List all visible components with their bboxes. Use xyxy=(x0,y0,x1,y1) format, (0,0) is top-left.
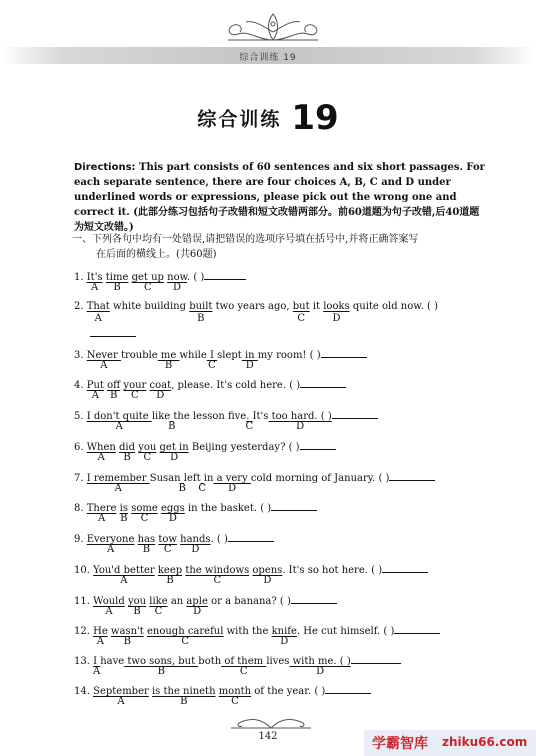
answer-blank[interactable] xyxy=(321,347,367,358)
sentence-text: Susan xyxy=(149,473,181,484)
instruction-line-2: 在后面的横线上。(共60题) xyxy=(96,249,217,260)
answer-blank[interactable] xyxy=(228,531,274,542)
underlined-choice: He xyxy=(93,626,108,637)
sentence-text: room! ( ) xyxy=(272,350,321,361)
question-sentence xyxy=(74,653,401,666)
underlined-choice: That xyxy=(86,301,110,312)
underlined-choice: It's xyxy=(86,272,103,283)
question-item xyxy=(74,300,438,324)
question-sentence xyxy=(74,593,337,606)
question-item xyxy=(74,593,337,617)
underlined-choice: your xyxy=(123,380,147,391)
choice-letter-label: B xyxy=(157,666,165,677)
choice-letter-label: A xyxy=(91,282,99,293)
choice-letter-label: D xyxy=(156,390,165,401)
sentence-text: . It's so hot here. ( ) xyxy=(282,565,383,576)
sentence-text: Beijing yesterday? ( ) xyxy=(188,442,300,453)
answer-blank[interactable] xyxy=(271,500,317,511)
choice-letter-label: A xyxy=(91,390,99,401)
sentence-text: while xyxy=(179,350,207,361)
sentence-text: , please. It's cold here. ( ) xyxy=(171,380,301,391)
underlined-choice: Everyone xyxy=(86,534,135,545)
question-sentence xyxy=(74,470,435,483)
answer-blank[interactable] xyxy=(90,326,136,337)
underlined-choice: get up xyxy=(131,272,164,283)
underlined-choice: the windows xyxy=(185,565,250,576)
underlined-choice: I xyxy=(93,656,101,667)
underlined-choice: wasn't xyxy=(110,626,144,637)
choice-letter-label: C xyxy=(213,575,222,586)
sentence-text: cold xyxy=(250,473,273,484)
directions-text: This part consists of 60 sentences and six short passages. For each separate sentence, there are four choices A, B, C and D under underlined words or expressions, please pick out the wrong one and correct it. (此部分练习包括句子改错和短文改错两部分。前60道题为句子改错,后40道题为短文改错。) xyxy=(74,162,485,233)
question-number: 1. xyxy=(74,272,87,283)
choice-letter-label: A xyxy=(115,421,123,432)
question-number: 14. xyxy=(74,686,94,697)
choice-letter-label: D xyxy=(228,483,237,494)
question-sentence xyxy=(74,531,274,544)
choice-letter-label: C xyxy=(231,696,239,707)
choice-letter-label: C xyxy=(181,636,190,647)
choice-letter-label: D xyxy=(296,421,305,432)
question-item xyxy=(74,377,346,401)
choice-letter-label: A xyxy=(97,452,105,463)
underlined-choice: You'd better xyxy=(93,565,155,576)
watermark-url: zhiku66.com xyxy=(442,735,528,749)
sentence-text: slept xyxy=(217,350,242,361)
question-sentence xyxy=(74,500,317,513)
underlined-choice: keep xyxy=(157,565,183,576)
sentence-text: have xyxy=(100,656,125,667)
choice-letter-label: A xyxy=(114,483,122,494)
sentence-text: quite old now. ( ) xyxy=(349,301,438,312)
answer-blank[interactable] xyxy=(332,408,378,419)
answer-blank[interactable] xyxy=(351,653,401,664)
choice-letter-label: D xyxy=(168,513,177,524)
question-number: 9. xyxy=(74,534,87,545)
question-number: 8. xyxy=(74,503,87,514)
underlined-choice: time xyxy=(105,272,129,283)
question-item xyxy=(74,439,336,463)
question-sentence xyxy=(74,347,367,360)
sentence-text: my xyxy=(257,350,273,361)
choice-letter-label: C xyxy=(143,282,152,293)
underlined-choice: I don't quite xyxy=(86,411,152,422)
underlined-choice: but xyxy=(292,301,310,312)
choice-letter-label: B xyxy=(133,606,141,617)
choice-letter-label: B xyxy=(120,513,128,524)
sentence-text: it xyxy=(309,301,324,312)
question-number: 11. xyxy=(74,596,94,607)
choice-letter-label: D xyxy=(332,313,341,324)
underlined-choice: get in xyxy=(159,442,189,453)
sentence-text: the lesson five xyxy=(173,411,247,422)
underlined-choice: Would xyxy=(93,596,125,607)
underlined-choice: in xyxy=(241,350,258,361)
sentence-text: . He cut himself. ( ) xyxy=(296,626,395,637)
question-number: 4. xyxy=(74,380,87,391)
question-sentence xyxy=(74,439,336,452)
underlined-choice: I xyxy=(206,350,218,361)
question-item xyxy=(74,269,246,293)
question-item xyxy=(74,500,317,524)
choice-letter-label: D xyxy=(173,282,182,293)
sentence-text: lives xyxy=(266,656,290,667)
choice-letter-label: C xyxy=(245,421,254,432)
answer-blank[interactable] xyxy=(300,439,336,450)
underlined-choice: now xyxy=(167,272,187,283)
underlined-choice: is xyxy=(119,503,128,514)
question-number: 12. xyxy=(74,626,94,637)
answer-blank[interactable] xyxy=(394,623,440,634)
underlined-choice: hands xyxy=(180,534,211,545)
sentence-text: of the year. ( ) xyxy=(251,686,326,697)
sentence-text: left xyxy=(183,473,201,484)
choice-letter-label: C xyxy=(198,483,207,494)
question-item xyxy=(74,653,401,677)
choice-letter-label: B xyxy=(168,421,176,432)
sentence-text: both xyxy=(198,656,222,667)
question-sentence xyxy=(74,269,246,282)
underlined-choice: too hard. ( ) xyxy=(268,411,332,422)
underlined-choice: like xyxy=(149,596,168,607)
choice-letter-label: A xyxy=(93,666,101,677)
underlined-choice: you xyxy=(127,596,147,607)
underlined-choice: two sons, but xyxy=(124,656,199,667)
underlined-choice: Put xyxy=(86,380,104,391)
choice-letter-label: A xyxy=(117,696,125,707)
question-number: 10. xyxy=(74,565,94,576)
question-sentence xyxy=(74,408,378,421)
choice-letter-label: B xyxy=(142,544,151,555)
page-title xyxy=(0,98,536,138)
underlined-choice: . xyxy=(246,411,253,422)
sentence-text: in xyxy=(203,473,214,484)
underlined-choice: of them xyxy=(221,656,267,667)
question-item xyxy=(74,562,428,586)
sentence-text: trouble xyxy=(120,350,158,361)
choice-letter-label: B xyxy=(197,313,205,324)
sentence-text: two years ago, xyxy=(212,301,293,312)
question-number: 13. xyxy=(74,656,94,667)
answer-blank[interactable] xyxy=(291,593,337,604)
choice-letter-label: D xyxy=(280,636,289,647)
choice-letter-label: C xyxy=(143,452,152,463)
choice-letter-label: A xyxy=(120,575,128,586)
underlined-choice: a very xyxy=(213,473,251,484)
question-number: 3. xyxy=(74,350,87,361)
choice-letter-label: D xyxy=(191,544,200,555)
sentence-text: an xyxy=(167,596,187,607)
instruction-line-1: 一、下列各句中均有一处错误,请把错误的选项序号填在括号中,并将正确答案写 xyxy=(72,234,419,245)
underlined-choice: tow xyxy=(158,534,177,545)
sentence-text: . ( ) xyxy=(186,272,205,283)
question-sentence xyxy=(74,377,346,390)
choice-letter-label: A xyxy=(100,360,108,371)
question-item xyxy=(74,347,367,371)
choice-letter-label: C xyxy=(239,666,248,677)
question-sentence xyxy=(74,683,371,696)
choice-letter-label: D xyxy=(193,606,202,617)
section-instruction xyxy=(72,232,490,262)
underlined-choice: enough careful xyxy=(146,626,224,637)
choice-letter-label: A xyxy=(94,313,102,324)
question-sentence xyxy=(74,562,428,575)
underlined-choice: opens xyxy=(252,565,283,576)
choice-letter-label: B xyxy=(123,452,131,463)
underlined-choice: with me. ( ) xyxy=(289,656,351,667)
underlined-choice: I remember xyxy=(86,473,150,484)
choice-letter-label: B xyxy=(178,483,186,494)
choice-letter-label: C xyxy=(131,390,139,401)
question-item xyxy=(74,470,435,494)
choice-letter-label: C xyxy=(140,513,149,524)
underlined-choice: you xyxy=(138,442,157,453)
choice-letter-label: B xyxy=(180,696,188,707)
running-header: 综合训练 19 xyxy=(239,53,297,63)
underlined-choice: off xyxy=(107,380,121,391)
sentence-text: or xyxy=(207,596,226,607)
choice-letter-label: A xyxy=(106,544,115,555)
sentence-text: banana? ( ) xyxy=(231,596,291,607)
answer-blank[interactable] xyxy=(300,377,346,388)
underlined-choice: aple xyxy=(186,596,208,607)
choice-letter-label: C xyxy=(163,544,172,555)
answer-blank[interactable] xyxy=(204,269,246,280)
underlined-choice: coat xyxy=(149,380,172,391)
choice-letter-label: C xyxy=(208,360,216,371)
sentence-text: in the basket. ( ) xyxy=(184,503,272,514)
choice-letter-label: D xyxy=(263,575,272,586)
underlined-choice: September xyxy=(93,686,149,697)
underlined-choice: Never xyxy=(86,350,121,361)
footer-ornament-icon xyxy=(226,714,316,730)
choice-letter-label: A xyxy=(97,513,106,524)
underlined-choice: me xyxy=(157,350,180,361)
underlined-choice: month xyxy=(218,686,252,697)
watermark-brand: 学霸智库 xyxy=(372,736,428,752)
sentence-text: a xyxy=(225,596,232,607)
underlined-choice: has xyxy=(137,534,156,545)
underlined-choice: some xyxy=(131,503,158,514)
directions-label: Directions: xyxy=(74,162,136,173)
question-item xyxy=(74,623,440,647)
directions-paragraph xyxy=(74,160,488,235)
question-sentence xyxy=(74,623,440,636)
choice-letter-label: D xyxy=(316,666,325,677)
choice-letter-label: A xyxy=(105,606,113,617)
sentence-text: with the xyxy=(223,626,272,637)
underlined-choice: built xyxy=(189,301,213,312)
choice-letter-label: D xyxy=(245,360,254,371)
question-number: 7. xyxy=(74,473,87,484)
sentence-text: morning of January. ( ) xyxy=(272,473,390,484)
page-number: 142 xyxy=(258,731,278,742)
question-item xyxy=(74,408,378,432)
underlined-choice: eggs xyxy=(160,503,185,514)
answer-blank[interactable] xyxy=(389,470,435,481)
question-number: 2. xyxy=(74,301,87,312)
underlined-choice: knife xyxy=(271,626,297,637)
underlined-choice: When xyxy=(86,442,116,453)
title-text: 综合训练 xyxy=(197,108,282,131)
sentence-text: white building xyxy=(109,301,190,312)
choice-letter-label: C xyxy=(154,606,163,617)
answer-blank[interactable] xyxy=(325,683,371,694)
choice-letter-label: C xyxy=(297,313,306,324)
underlined-choice: is the nineth xyxy=(151,686,216,697)
choice-letter-label: A xyxy=(96,636,105,647)
choice-letter-label: D xyxy=(170,452,179,463)
question-item xyxy=(74,683,371,707)
answer-blank[interactable] xyxy=(382,562,428,573)
sentence-text: . ( ) xyxy=(210,534,228,545)
choice-letter-label: B xyxy=(113,282,121,293)
question-item xyxy=(74,531,274,555)
underlined-choice: did xyxy=(119,442,136,453)
choice-letter-label: B xyxy=(164,360,173,371)
question-number: 6. xyxy=(74,442,87,453)
title-number: 19 xyxy=(291,98,339,138)
sentence-text: like xyxy=(151,411,171,422)
choice-letter-label: B xyxy=(109,390,118,401)
underlined-choice: looks xyxy=(323,301,350,312)
question-number: 5. xyxy=(74,411,87,422)
floral-ornament-icon xyxy=(218,10,328,46)
question-sentence xyxy=(74,300,438,313)
underlined-choice: There xyxy=(86,503,117,514)
sentence-text: It's xyxy=(252,411,269,422)
choice-letter-label: B xyxy=(123,636,132,647)
choice-letter-label: B xyxy=(166,575,174,586)
